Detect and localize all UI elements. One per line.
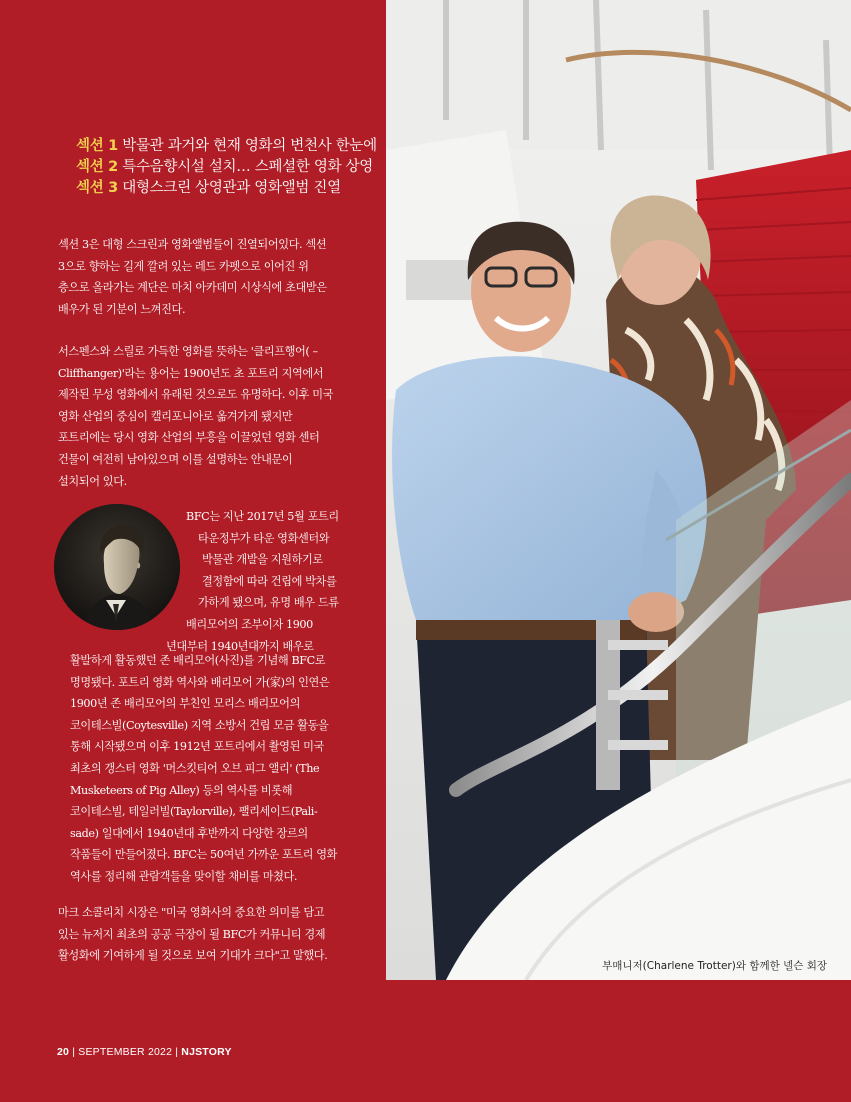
page-footer <box>57 1046 232 1058</box>
paragraph-mayor-quote: 마크 소콜리치 시장은 "미국 영화사의 중요한 의미를 담고 있는 뉴저지 최초의 공공 극장이 될 BFC가 커뮤니티 경제 활성화에 기여하게 될 것으로 보여 기대가 크다"고 말했다. <box>58 906 328 963</box>
section-heading-1: 섹션 1 박물관 과거와 현재 영화의 변천사 한눈에 <box>76 138 377 154</box>
paragraph-bfc-history: 활발하게 활동했던 존 배리모어(사진)를 기념해 BFC로 명명됐다. 포트리 영화 역사와 배리모어 가(家)의 인연은 1900년 존 배리모어의 부친인 모리스 배리모어의 코이테스빌(Coytesville) 지역 소방서 건립 모금 활동을 통해 시작됐으며 이후 1912년 포트리에서 촬영된 미국 최초의 갱스터 영화 '머스킷티어 오브 피그 앨리' (The Musketeers of Pig Alley) 등의 역사를 비롯해 코이테스빌, 테일러빌(Taylorville), 팰리세이드(Pali- sade) 일대에서 1940년대 후반까지 다양한 장르의 작품들이 만들어졌다. BFC는 50여년 가까운 포트리 영화 역사를 정리해 관람객들을 맞이할 채비를 마쳤다. <box>70 654 338 883</box>
paragraph-section3: 섹션 3은 대형 스크린과 영화앨범들이 진열되어있다. 섹션 3으로 향하는 길게 깔려 있는 레드 카펫으로 이어진 위 층으로 올라가는 계단은 마치 아카데미 시상식에 초대받은 배우가 된 기분이 느껴진다. <box>58 238 327 316</box>
paragraph-bfc-intro: BFC는 지난 2017년 5월 포트리 타운정부가 타운 영화센터와 박물관 개발을 지원하기로 결정함에 따라 건립에 박차를 가하게 됐으며, 유명 배우 드류 배리모어의 조부이자 1900 년대부터 1940년대까지 배우로 <box>166 510 339 653</box>
footer-magazine: NJSTORY <box>181 1046 232 1058</box>
section-heading-2: 섹션 2 특수음향시설 설치… 스페셜한 영화 상영 <box>76 159 374 175</box>
page-number: 20 <box>57 1046 70 1058</box>
footer-date: SEPTEMBER 2022 <box>78 1046 173 1058</box>
paragraph-cliffhanger: 서스펜스와 스릴로 가득한 영화를 뜻하는 '클리프행어( – Cliffhanger)'라는 용어는 1900년도 초 포트리 지역에서 제작된 무성 영화에서 유래된 것으로도 유명하다. 이후 미국 영화 산업의 중심이 캘리포니아로 옮겨가게 됐지만 포트리에는 당시 영화 산업의 부흥을 이끌었던 영화 센터 건물이 여전히 남아있으며 이를 설명하는 안내문이 설치되어 있다. <box>58 345 334 488</box>
barrymore-portrait-image <box>54 504 180 630</box>
footer-separator: | <box>175 1046 182 1058</box>
staircase-photo <box>386 0 851 980</box>
section-headings <box>76 136 381 199</box>
section-heading-3: 섹션 3 대형스크린 상영관과 영화앨범 진열 <box>76 180 341 196</box>
photo-caption: 부매니저(Charlene Trotter)와 함께한 넬슨 회장 <box>602 960 827 972</box>
footer-separator: | <box>72 1046 79 1058</box>
